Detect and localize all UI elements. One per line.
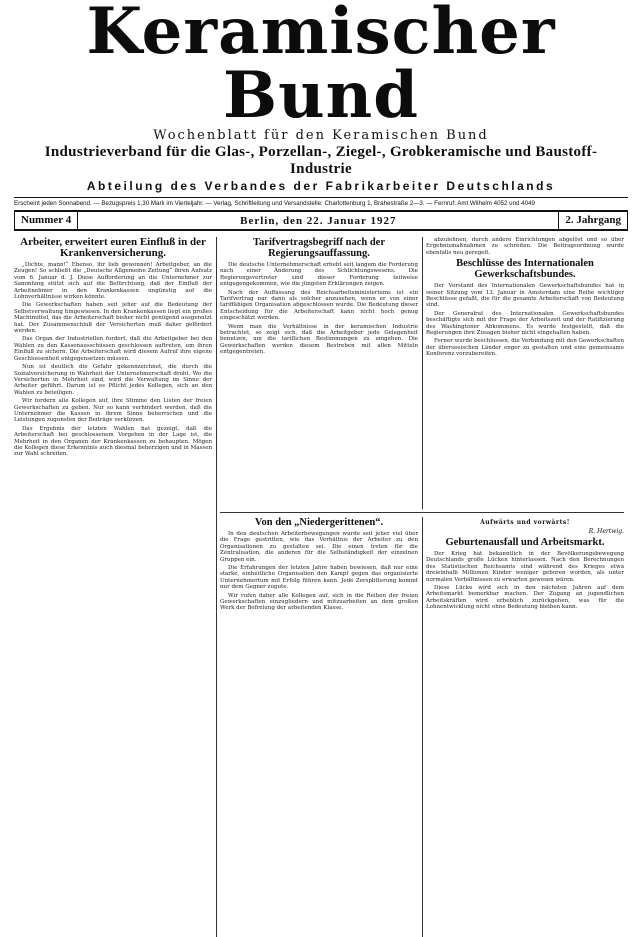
article-headline: Tarifvertragsbegriff nach der Regierungsauffassung.	[253, 237, 385, 259]
issue-year: 2. Jahrgang	[558, 212, 628, 229]
article-paragraph: Die Gewerkschaften haben seit jeher auf die Bedeutung der Selbstverwaltung hingewiesen. In den Krankenkassen liegt ein großes Machtmittel, das die Arbeiterschaft bisher nicht genügend ausgenutzt hat. Der Zusammenschluß der Versicherten muß daher gefördert werden.	[14, 302, 212, 335]
article-tarifvertrag	[220, 237, 418, 509]
article-krankenversicherung	[14, 237, 212, 937]
article-paragraph: Der Krieg hat bekanntlich in der Bevölkerungsbewegung Deutschlands große Lücken hinterlassen. Nach den Berechnungen des Statistischen Reichsamts sind während des Krieges etwa dreieinhalb Millionen Kinder weniger geboren worden, als unter normalen Verhältnissen zu erwarten gewesen wären.	[426, 551, 624, 583]
author-signature: R. Hertwig.	[588, 528, 624, 535]
article-paragraph: Nach der Auffassung des Reichsarbeitsministeriums ist ein Tarifvertrag nur dann als solcher anzusehen, wenn er von einer tariffähigen Organisation abgeschlossen wurde. Die Bedeutung dieser Entscheidung für die Arbeiterschaft kann nicht hoch genug eingeschätzt werden.	[220, 289, 418, 322]
article-headline: Beschlüsse des Internationalen Gewerkschaftsbundes.	[456, 258, 594, 281]
newspaper-subtitle: Wochenblatt für den Keramischen Bund	[153, 128, 489, 143]
section-rule	[220, 512, 624, 513]
department-line: Abteilung des Verbandes der Fabrikarbeiter Deutschlands	[86, 179, 556, 193]
article-paragraph: Wir rufen daher alle Kollegen auf, sich in die Reihen der freien Gewerkschaften einzugliedern und mitzuarbeiten an dem großen Werk der Befreiung der arbeitenden Klasse.	[220, 592, 418, 612]
column-rule	[422, 517, 423, 937]
masthead	[14, 0, 628, 207]
publication-info: Erscheint jeden Sonnabend. — Bezugspreis 1,30 Mark im Vierteljahr. — Verlag, Schriftleitung und Versandstelle: Charlottenburg 1, Brahestraße 2—3. — Fernruf: Amt Wilhelm 4052 und 4049	[14, 197, 628, 207]
article-paragraph: In den deutschen Arbeiterbewegungen wurde seit jeher viel über die Frage gestritten, wie das Verhältnis der Arbeiter zu den Organisationen zu gestalten sei. Die einen treten für die Zentralisation, die anderen für die Selbständigkeit der einzelnen Gruppen ein.	[220, 531, 418, 563]
article-paragraph: Nun ist deutlich die Gefahr gekennzeichnet, die durch die Sozialversicherung in Wahrheit der Unternehmerschaft droht. Wo die Versicherten in Mehrheit sind, wird die Verwaltung im Sinne der Arbeiter geführt. Darum ist es Pflicht jedes Kollegen, sich an den Wahlen zu beteiligen.	[14, 364, 212, 396]
article-paragraph: Der Generalrat des Internationalen Gewerkschaftsbundes beschäftigte sich mit der Frage der Arbeitszeit und der Ratifizierung des Washingtoner Abkommens. Es wurde festgestellt, daß die Regierungen ihre Zusagen bisher nicht eingehalten haben.	[426, 310, 624, 337]
column-rule	[216, 237, 217, 937]
article-niedergerittenen	[220, 517, 418, 937]
article-geburtenausfall	[426, 517, 624, 937]
article-paragraph: Wir fordern alle Kollegen auf, ihre Stimme den Listen der freien Gewerkschaften zu geben. Nur so kann verhindert werden, daß die Unternehmer die Kassen in ihrem Sinne beherrschen und die Leistungen zugunsten der Beiträge verkürzen.	[14, 398, 212, 424]
article-paragraph: Das Ergebnis der letzten Wahlen hat gezeigt, daß die Arbeiterschaft bei geschlossenem Vorgehen in der Lage ist, die Mehrheit in den Organen der Krankenkassen zu behaupten. Mögen die Kollegen diese Erkenntnis auch diesmal beherzigen und in Massen zur Wahl schreiten.	[14, 425, 212, 458]
newspaper-title: Keramischer Bund	[86, 0, 556, 133]
article-paragraph: Ferner wurde beschlossen, die Verbindung mit den Gewerkschaften der überseeischen Länder enger zu gestalten und eine gemeinsame Konferenz vorzubereiten.	[426, 338, 624, 358]
article-paragraph: Wenn man die Verhältnisse in der keramischen Industrie betrachtet, so zeigt sich, daß die Arbeitgeber jede Gelegenheit benutzen, um die tariflichen Bestimmungen zu umgehen. Die Gewerkschaften werden diesem Bestreben mit allen Mitteln entgegentreten.	[220, 323, 418, 356]
article-headline: Geburtenausfall und Arbeitsmarkt.	[445, 537, 605, 548]
article-paragraph: abzulehnen, durch andere Einrichtungen abgelöst und so über Ergebnismaßnahmen zu schreiten. Die Beitragsordnung wurde ebenfalls neu geregelt.	[426, 237, 624, 256]
closing-slogan: Aufwärts und vorwärts!	[480, 519, 570, 526]
article-paragraph: Diese Lücke wird sich in den nächsten Jahren auf dem Arbeitsmarkt bemerkbar machen. Der Zugang an jugendlichen Arbeitskräften wird erheblich zurückgehen, was für die Lohnentwicklung nicht ohne Bedeutung bleiben kann.	[426, 585, 624, 611]
article-headline: Arbeiter, erweitert euren Einfluß in der Krankenversicherung.	[20, 237, 206, 259]
column-rule	[422, 237, 423, 509]
article-columns	[14, 237, 628, 937]
article-gewerkschaftsbund	[426, 237, 624, 509]
issue-bar	[14, 210, 628, 231]
article-paragraph: Die deutsche Unternehmerschaft erhebt seit langem die Forderung nach einer Änderung des Schlichtungswesens. Die Regierungsvertreter sind dieser Forderung teilweise entgegengekommen, wie die jüngsten Erklärungen zeigen.	[220, 262, 418, 288]
article-paragraph: „Dichte, mann!“ Ebenso, ihr lieb gewonnen! Arbeitgeber, an die Zeugen! So schließt die „Deutsche Allgemeine Zeitung“ ihren Aufsatz vom 6. Januar d. J. Diese Aufforderung an die Unternehmer zur Sammlung stützt sich auf die Befürchtung, daß der Einfluß der Arbeitnehmer in den Krankenkassen ungünstig auf die Lohnverhältnisse wirken könnte.	[14, 262, 212, 301]
industry-line: Industrieverband für die Glas-, Porzellan-, Ziegel-, Grobkeramische und Baustoff-Industrie	[44, 144, 598, 177]
article-headline: Von den „Niedergerittenen“.	[254, 517, 384, 528]
issue-date: Berlin, den 22. Januar 1927	[240, 214, 397, 227]
issue-number: Nummer 4	[14, 212, 78, 229]
article-paragraph: Der Vorstand des Internationalen Gewerkschaftsbundes hat in seiner Sitzung vom 13. Januar in Amsterdam eine Reihe wichtiger Beschlüsse gefaßt, die für die gesamte Arbeiterschaft von Bedeutung sind.	[426, 283, 624, 309]
article-paragraph: Das Organ der Industriellen fordert, daß die Arbeitgeber bei den Wahlen zu den Kassenausschüssen geschlossen auftreten, um ihren Einfluß zu sichern. Die Arbeiterschaft wird diesem Aufruf ihre eigene Geschlossenheit entgegensetzen müssen.	[14, 336, 212, 362]
article-paragraph: Die Erfahrungen der letzten Jahre haben bewiesen, daß nur eine starke, einheitliche Organisation den Kampf gegen das organisierte Unternehmertum mit Erfolg führen kann. Jede Zersplitterung kommt nur dem Gegner zugute.	[220, 565, 418, 591]
